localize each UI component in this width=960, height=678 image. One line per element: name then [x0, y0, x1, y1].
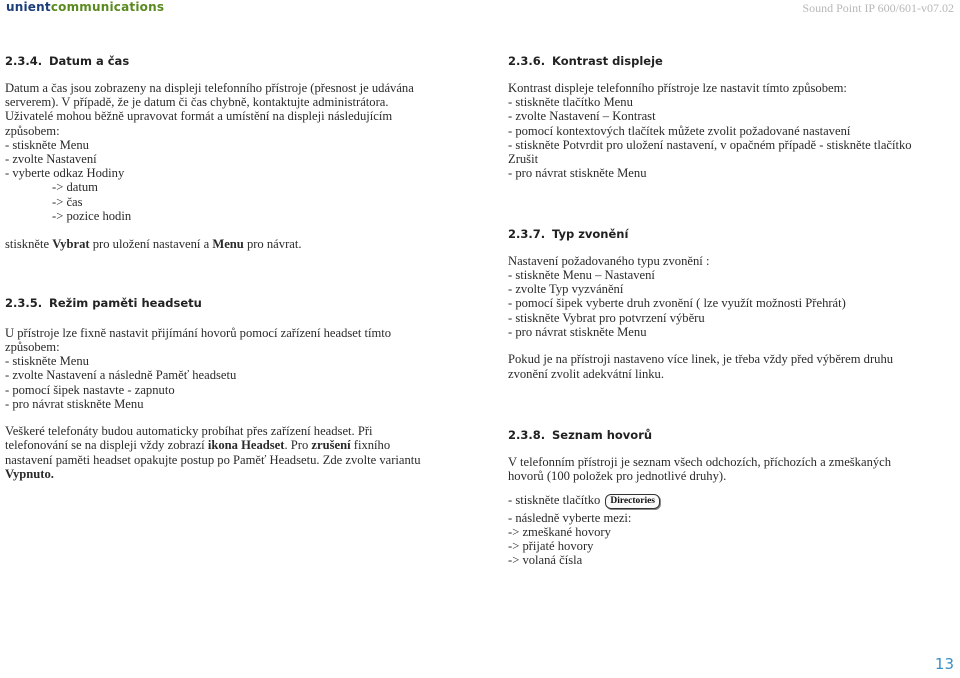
text-line: telefonování se na displeji vždy zobrazí ikona Headset. Pro zrušení fixního	[5, 438, 391, 452]
text-line: - pro návrat stiskněte Menu	[5, 397, 144, 411]
text-line: - pomocí šipek vyberte druh zvonění ( lze využít možnosti Přehrát)	[508, 296, 846, 310]
text-line: Uživatelé mohou běžně upravovat formát a umístění na displeji následujícím	[5, 109, 393, 123]
sub-item: -> čas	[52, 195, 83, 209]
save-instruction: stiskněte Vybrat pro uložení nastavení a Menu pro návrat.	[5, 237, 302, 251]
section-heading-kontrast: 2.3.6. Kontrast displeje	[508, 54, 663, 68]
section-heading-seznam-hovoru: 2.3.8. Seznam hovorů	[508, 428, 653, 442]
text-line: - stiskněte Menu	[5, 354, 89, 368]
text-line: - stiskněte Potvrdit pro uložení nastavení, v opačném případě - stiskněte tlačítko	[508, 138, 912, 152]
text-line: Nastavení požadovaného typu zvonění :	[508, 254, 710, 268]
text-line: Veškeré telefonáty budou automaticky probíhat přes zařízení headset. Při	[5, 424, 373, 438]
page-number: 13	[934, 655, 954, 673]
text-line: V telefonním přístroji je seznam všech odchozích, příchozích a zmeškaných	[508, 455, 892, 469]
brand-part-b: communications	[50, 0, 165, 14]
text-line: Kontrast displeje telefonního přístroje lze nastavit tímto způsobem:	[508, 81, 847, 95]
text-line: způsobem:	[5, 340, 60, 354]
text-line: - pro návrat stiskněte Menu	[508, 325, 647, 339]
directories-button: Directories	[605, 494, 660, 509]
text-line: - stiskněte Vybrat pro potvrzení výběru	[508, 311, 705, 325]
text-line: Datum a čas jsou zobrazeny na displeji telefonního přístroje (přesnost je udávána	[5, 81, 414, 95]
text-line: - pomocí kontextových tlačítek můžete zvolit požadované nastavení	[508, 124, 851, 138]
text-line: - pro návrat stiskněte Menu	[508, 166, 647, 180]
text-line: Pokud je na přístroji nastaveno více linek, je třeba vždy před výběrem druhu	[508, 352, 894, 366]
sub-item: -> pozice hodin	[52, 209, 132, 223]
brand-part-a: unient	[6, 0, 51, 14]
text-line: -> přijaté hovory	[508, 539, 594, 553]
text-line: zvonění zvolit adekvátní linku.	[508, 367, 664, 381]
text-line: serverem). V případě, že je datum či čas chybně, kontaktujte administrátora.	[5, 95, 389, 109]
text-line: - vyberte odkaz Hodiny	[5, 166, 125, 180]
text-line: nastavení paměti headset opakujte postup po Paměť Headsetu. Zde zvolte variantu	[5, 453, 421, 467]
text-line: - stiskněte Menu – Nastavení	[508, 268, 655, 282]
text-line: - pomocí šipek nastavte - zapnuto	[5, 383, 175, 397]
text-line: - stiskněte Menu	[5, 138, 89, 152]
section-heading-typ-zvoneni: 2.3.7. Typ zvonění	[508, 227, 629, 241]
text-line: způsobem:	[5, 124, 60, 138]
text-line: Vypnuto.	[5, 467, 54, 481]
text-line: - zvolte Nastavení – Kontrast	[508, 109, 656, 123]
brand-logo	[6, 0, 164, 14]
text-line: -> zmeškané hovory	[508, 525, 611, 539]
document-title: Sound Point IP 600/601-v07.02	[802, 1, 954, 15]
text-line: - následně vyberte mezi:	[508, 511, 632, 525]
text-line: - zvolte Nastavení	[5, 152, 97, 166]
text-line: Zrušit	[508, 152, 539, 166]
sub-item: -> datum	[52, 180, 98, 194]
text-line: - stiskněte tlačítko Menu	[508, 95, 633, 109]
text-line: -> volaná čísla	[508, 553, 583, 567]
text-line: hovorů (100 položek pro jednotlivé druhy).	[508, 469, 727, 483]
text-line: U přístroje lze fixně nastavit přijímání hovorů pomocí zařízení headset tímto	[5, 326, 392, 340]
text-line: - zvolte Typ vyzvánění	[508, 282, 624, 296]
section-heading-headset: 2.3.5. Režim paměti headsetu	[5, 296, 202, 310]
text-line: - zvolte Nastavení a následně Paměť headsetu	[5, 368, 237, 382]
press-instruction: - stiskněte tlačítko Directories	[508, 493, 660, 509]
section-heading-datum-cas: 2.3.4. Datum a čas	[5, 54, 130, 68]
